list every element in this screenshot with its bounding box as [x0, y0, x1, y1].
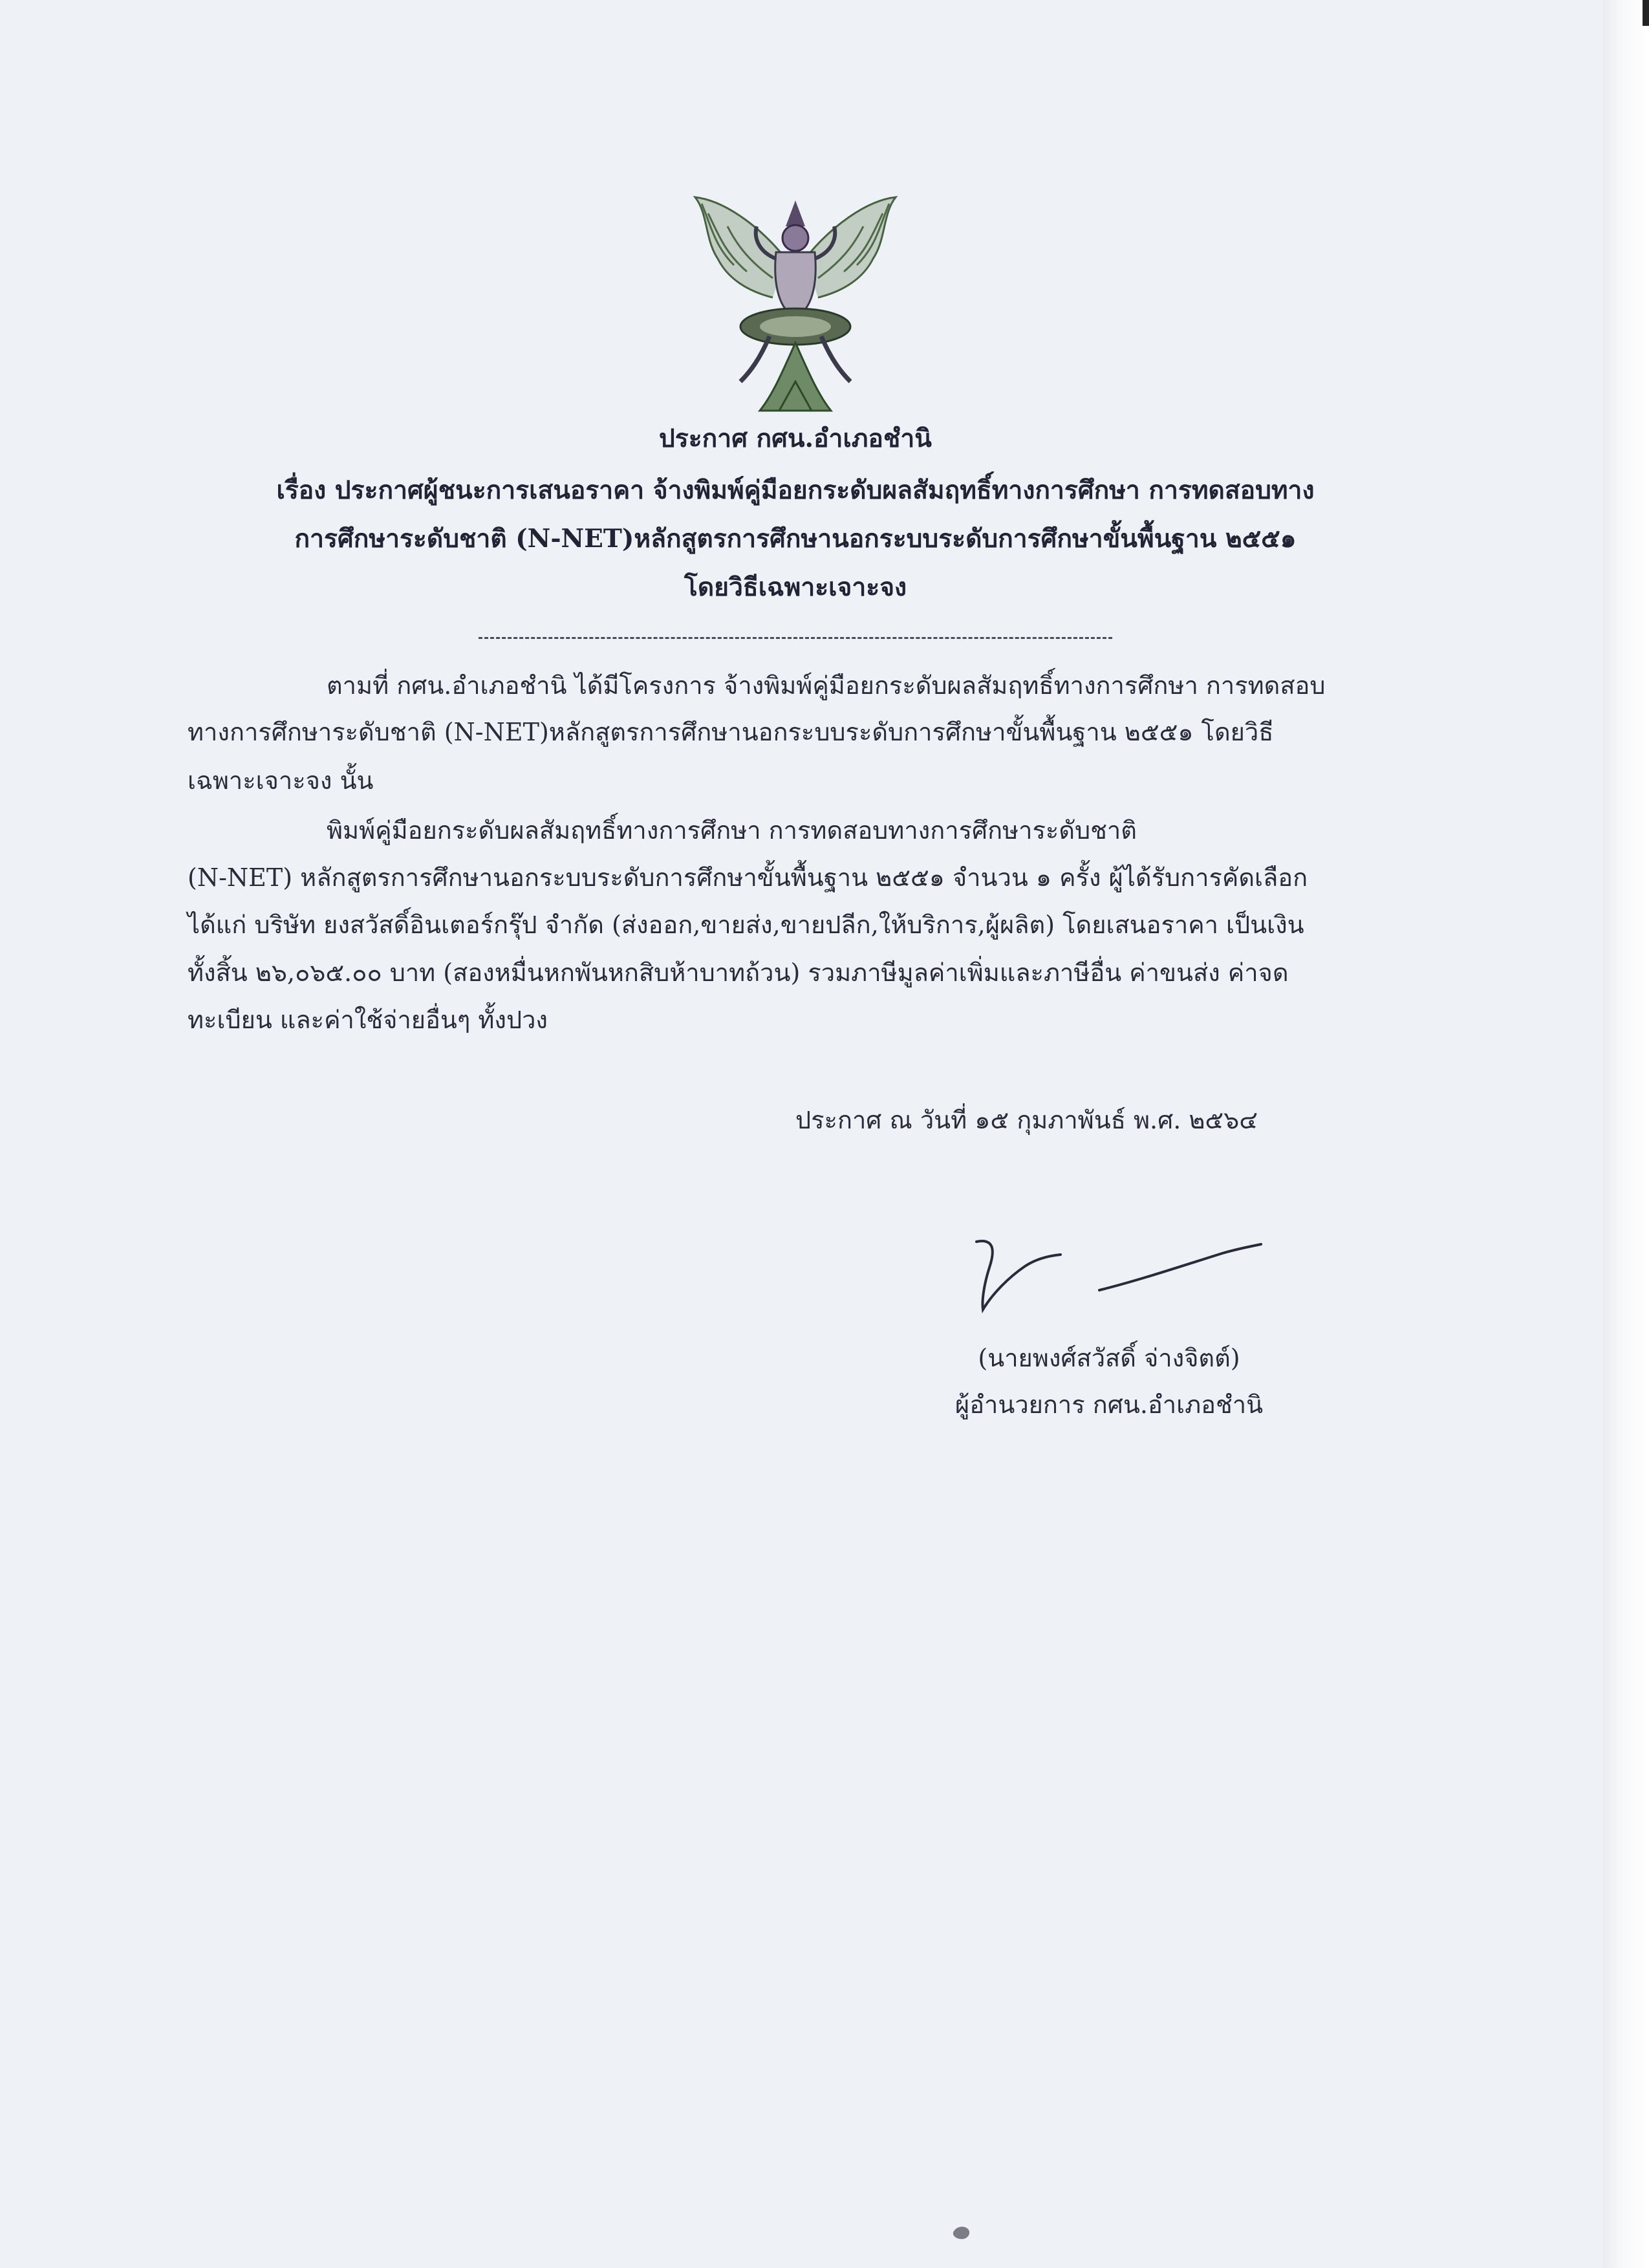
body-paragraph-2-line-1: พิมพ์คู่มือยกระดับผลสัมฤทธิ์ทางการศึกษา การทดสอบทางการศึกษาระดับชาติ: [327, 816, 1137, 845]
signer-name: (นายพงศ์สวัสดิ์ จ่างจิตต์): [978, 1344, 1240, 1372]
body-paragraph-2-line-5: ทะเบียน และค่าใช้จ่ายอื่นๆ ทั้งปวง: [188, 1006, 548, 1034]
signer-position: ผู้อำนวยการ กศน.อำเภอชำนิ: [954, 1390, 1264, 1419]
subject-line-2: การศึกษาระดับชาติ (N-NET)หลักสูตรการศึกษานอกระบบระดับการศึกษาขั้นพื้นฐาน ๒๕๕๑: [294, 524, 1297, 554]
body-paragraph-1-line-3: เฉพาะเจาะจง นั้น: [188, 766, 374, 795]
scan-edge: [1602, 0, 1649, 2268]
body-paragraph-1-line-2: ทางการศึกษาระดับชาติ (N-NET)หลักสูตรการศึกษานอกระบบระดับการศึกษาขั้นพื้นฐาน ๒๕๕๑ โดยวิธี: [188, 718, 1274, 746]
scan-corner-mark: [1643, 0, 1649, 26]
subject-line-3: โดยวิธีเฉพาะเจาะจง: [684, 572, 907, 602]
body-paragraph-2-line-4: ทั้งสิ้น ๒๖,๐๖๕.๐๐ บาท (สองหมื่นหกพันหกสิบห้าบาทถ้วน) รวมภาษีมูลค่าเพิ่มและภาษีอื่น ค่าขนส่ง ค่าจด: [188, 958, 1289, 987]
announcement-date: ประกาศ ณ วันที่ ๑๕ กุมภาพันธ์ พ.ศ. ๒๕๖๔: [795, 1106, 1258, 1134]
garuda-emblem-icon: [689, 188, 902, 420]
divider-line: [479, 637, 1112, 639]
body-paragraph-2-line-2: (N-NET) หลักสูตรการศึกษานอกระบบระดับการศึกษาขั้นพื้นฐาน ๒๕๕๑ จำนวน ๑ ครั้ง ผู้ได้รับการคัดเลือก: [188, 863, 1308, 892]
body-paragraph-2-line-3: ได้แก่ บริษัท ยงสวัสดิ์อินเตอร์กรุ๊ป จำกัด (ส่งออก,ขายส่ง,ขายปลีก,ให้บริการ,ผู้ผลิต) โดยเสนอราคา เป็นเงิน: [188, 911, 1304, 939]
handwritten-signature-icon: [964, 1229, 1274, 1319]
page-speck-icon: [951, 2223, 973, 2241]
body-paragraph-1-line-1: ตามที่ กศน.อำเภอชำนิ ได้มีโครงการ จ้างพิมพ์คู่มือยกระดับผลสัมฤทธิ์ทางการศึกษา การทดสอบ: [327, 671, 1326, 700]
subject-line-1: เรื่อง ประกาศผู้ชนะการเสนอราคา จ้างพิมพ์คู่มือยกระดับผลสัมฤทธิ์ทางการศึกษา การทดสอบทาง: [276, 475, 1315, 505]
announcement-title: ประกาศ กศน.อำเภอชำนิ: [659, 424, 932, 453]
